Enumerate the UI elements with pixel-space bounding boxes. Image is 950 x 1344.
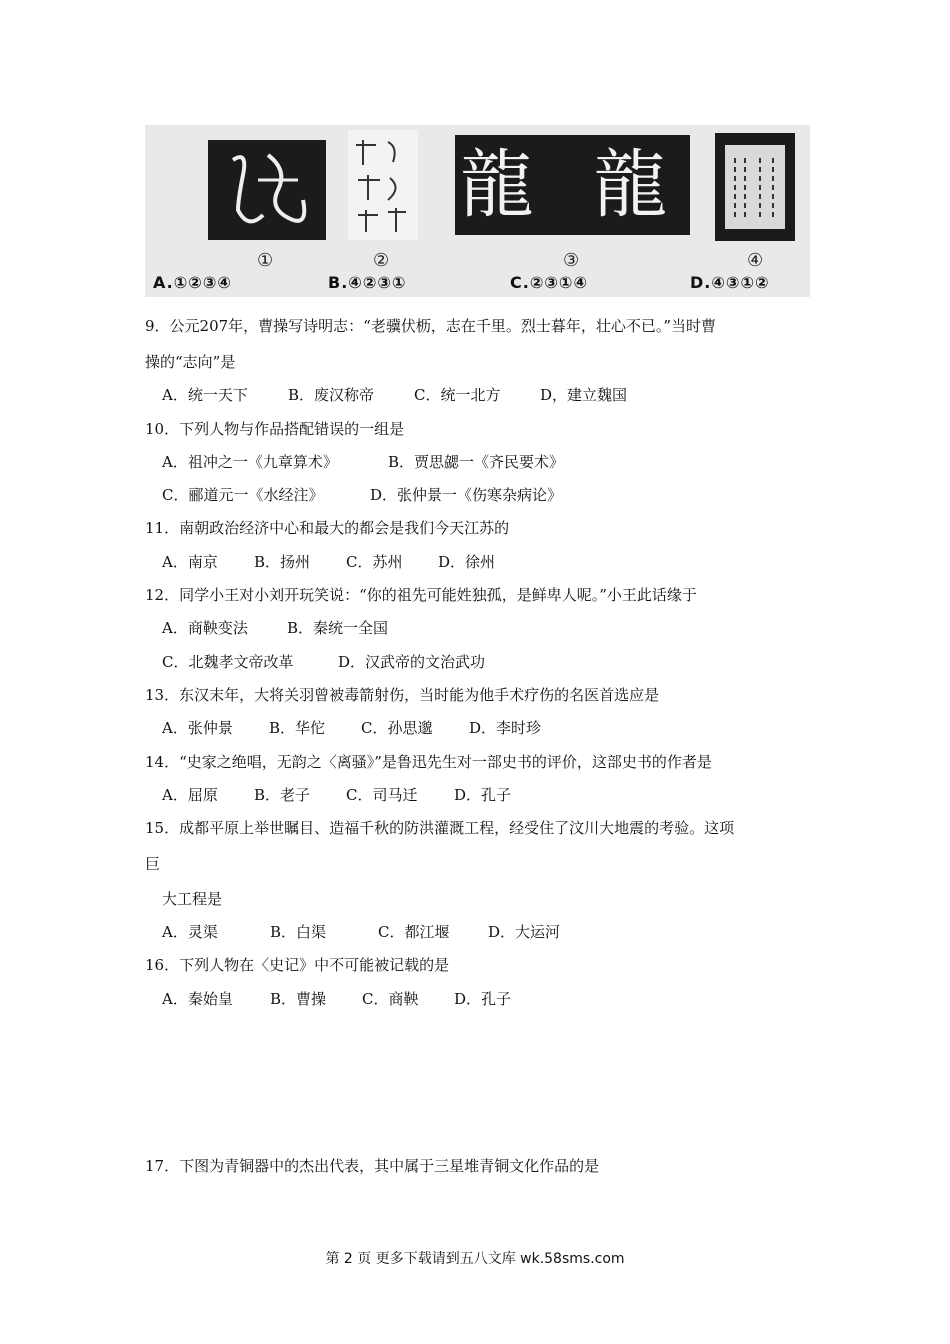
option: C．统一北方 xyxy=(414,386,501,404)
question-11-options xyxy=(162,551,495,572)
option: C．苏州 xyxy=(346,553,403,571)
answer-option-d: D.④③①② xyxy=(690,273,770,292)
question-15-stem: 15．成都平原上举世瞩目、造福千秋的防洪灌溉工程，经受住了汶川大地震的考验。这项 xyxy=(145,819,735,837)
option: D．孔子 xyxy=(454,786,512,804)
answer-option-c: C.②③①④ xyxy=(510,273,589,292)
option: B．扬州 xyxy=(254,553,311,571)
option: A．灵渠 xyxy=(162,923,218,941)
calligraphy-image-3 xyxy=(455,135,690,235)
question-13-stem: 13．东汉末年，大将关羽曾被毒箭射伤，当时能为他手术疗伤的名医首选应是 xyxy=(145,686,660,704)
question-17-stem: 17．下图为青铜器中的杰出代表，其中属于三星堆青铜文化作品的是 xyxy=(145,1157,600,1175)
page-footer: 第 2 页 更多下载请到五八文库 wk.58sms.com xyxy=(325,1251,625,1267)
question-14-options xyxy=(162,784,511,805)
question-12-stem: 12．同学小王对小刘开玩笑说：“你的祖先可能姓独孤，是鲜卑人呢。”小王此话缘于 xyxy=(145,586,697,604)
figure-label-1: ① xyxy=(257,250,274,271)
option: D．汉武帝的文治武功 xyxy=(338,653,486,671)
question-16-stem: 16．下列人物在〈史记》中不可能被记载的是 xyxy=(145,956,450,974)
question-12-options-row2 xyxy=(162,651,485,672)
calligraphy-image-1 xyxy=(208,140,326,240)
option: A．张仲景 xyxy=(162,719,233,737)
question-11-stem: 11．南朝政治经济中心和最大的都会是我们今天江苏的 xyxy=(145,519,510,537)
question-9-options xyxy=(162,384,627,405)
calligraphy-image-4 xyxy=(715,133,795,241)
calligraphy-image-2 xyxy=(348,130,418,240)
option: C．都江堰 xyxy=(378,923,450,941)
question-9-stem-cont: 操的“志向”是 xyxy=(145,353,236,371)
question-15-stem-cont2: 大工程是 xyxy=(162,890,223,908)
answer-option-a: A.①②③④ xyxy=(153,273,232,292)
question-10-stem: 10．下列人物与作品搭配错误的一组是 xyxy=(145,420,405,438)
option: B．白渠 xyxy=(270,923,327,941)
option: C．北魏孝文帝改革 xyxy=(162,653,294,671)
question-13-options xyxy=(162,717,541,738)
option: D．大运河 xyxy=(488,923,561,941)
long-characters: 龍 龍 xyxy=(459,142,686,228)
question-15-stem-cont: 巨 xyxy=(145,855,161,873)
option: D．孔子 xyxy=(454,990,512,1008)
option: C．郦道元一《水经注》 xyxy=(162,486,324,504)
option: B．老子 xyxy=(254,786,311,804)
option: B．曹操 xyxy=(270,990,327,1008)
option: A．统一天下 xyxy=(162,386,248,404)
option: A．祖冲之一《九章算术》 xyxy=(162,453,338,471)
answer-option-b: B.④②③① xyxy=(328,273,407,292)
option: C．商鞅 xyxy=(362,990,419,1008)
question-10-options-row2 xyxy=(162,484,562,505)
option: A．南京 xyxy=(162,553,218,571)
option: B．贾思勰一《齐民要术》 xyxy=(388,453,565,471)
option: D，建立魏国 xyxy=(540,386,628,404)
option: D．张仲景一《伤寒杂病论》 xyxy=(370,486,563,504)
option: A．商鞅变法 xyxy=(162,619,248,637)
figure-label-3: ③ xyxy=(563,250,580,271)
option: B．废汉称帝 xyxy=(288,386,375,404)
option: C．司马迁 xyxy=(346,786,418,804)
option: A．屈原 xyxy=(162,786,218,804)
option: B．华佗 xyxy=(269,719,326,737)
option: B．秦统一全国 xyxy=(287,619,389,637)
option: A．秦始皇 xyxy=(162,990,233,1008)
option: D．李时珍 xyxy=(469,719,542,737)
question-10-options-row1 xyxy=(162,451,564,472)
question-9-stem: 9．公元207年，曹操写诗明志：“老骥伏枥，志在千里。烈士暮年，壮心不已。”当时曹 xyxy=(145,317,717,335)
option: C．孙思邈 xyxy=(361,719,433,737)
figure-label-2: ② xyxy=(373,250,390,271)
calligraphy-figure xyxy=(145,125,810,297)
question-14-stem: 14．“史家之绝唱，无韵之〈离骚》”是鲁迅先生对一部史书的评价，这部史书的作者是 xyxy=(145,753,712,771)
option: D．徐州 xyxy=(438,553,496,571)
question-12-options-row1 xyxy=(162,617,388,638)
figure-label-4: ④ xyxy=(747,250,764,271)
question-15-options xyxy=(162,921,560,942)
question-16-options xyxy=(162,988,511,1009)
